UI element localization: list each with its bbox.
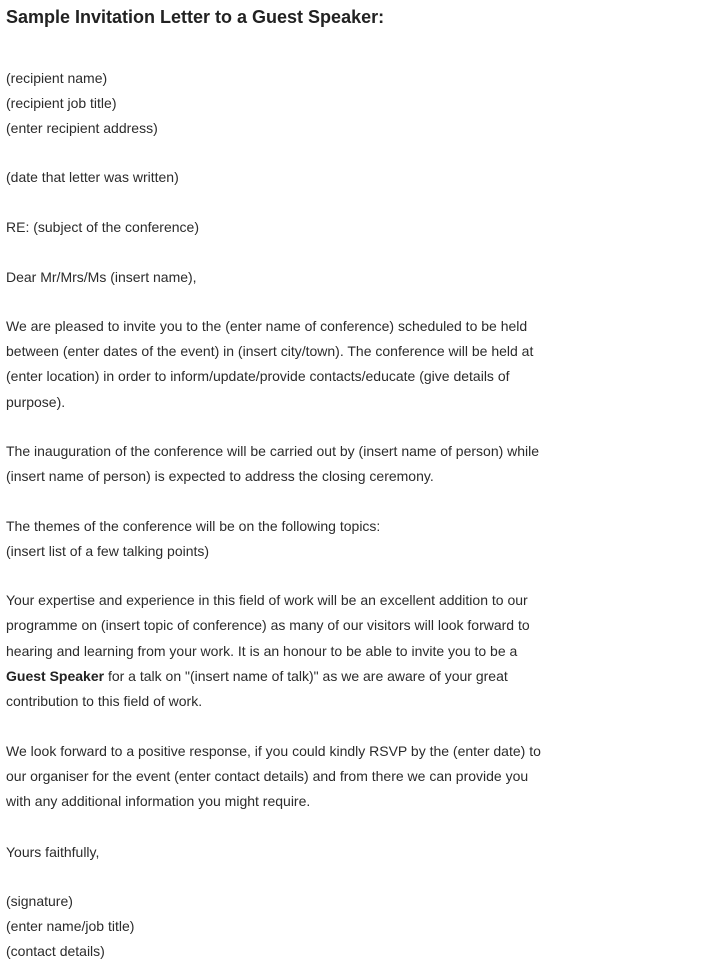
paragraph-line: (insert list of a few talking points) [6,542,210,559]
paragraph-line: We are pleased to invite you to the (enter name of conference) scheduled to be held [6,317,528,334]
name-title-placeholder: (enter name/job title) [6,918,135,935]
paragraph-line: between (enter dates of the event) in (insert city/town). The conference will be held at [6,343,534,360]
paragraph-line: contribution to this field of work. [6,693,203,710]
letter-closing: Yours faithfully, [6,843,100,860]
paragraph-line [6,664,712,689]
paragraph-line: The themes of the conference will be on the following topics: [6,517,381,534]
paragraph-line: Your expertise and experience in this field of work will be an excellent addition to our [6,592,528,609]
paragraph-themes [6,514,712,565]
paragraph-line: programme on (insert topic of conference) as many of our visitors will look forward to [6,617,530,634]
closing-block [6,840,712,865]
paragraph-line-rest: for a talk on "(insert name of talk)" as we are aware of your great [104,668,508,685]
paragraph-expertise [6,588,712,714]
date-block [6,165,712,190]
paragraph-line: purpose). [6,393,66,410]
recipient-block [6,66,712,140]
signoff-block [6,889,712,963]
paragraph-line: hearing and learning from your work. It is an honour to be able to invite you to be a [6,642,518,659]
paragraph-line: The inauguration of the conference will be carried out by (insert name of person) while [6,442,540,459]
recipient-address: (enter recipient address) [6,119,158,136]
paragraph-line: with any additional information you might require. [6,793,311,810]
paragraph-rsvp [6,739,712,815]
letter-subject: RE: (subject of the conference) [6,219,199,236]
recipient-name: (recipient name) [6,70,108,86]
guest-speaker-emphasis: Guest Speaker [6,668,105,685]
letter-salutation: Dear Mr/Mrs/Ms (insert name), [6,268,197,285]
letter-date: (date that letter was written) [6,169,179,186]
paragraph-invitation [6,314,712,415]
paragraph-line: (insert name of person) is expected to address the closing ceremony. [6,468,434,485]
salutation-block [6,265,712,290]
signature-placeholder: (signature) [6,893,73,910]
paragraph-line: (enter location) in order to inform/update/provide contacts/educate (give details of [6,368,510,385]
recipient-job-title: (recipient job title) [6,94,117,111]
paragraph-line: our organiser for the event (enter contact details) and from there we can provide you [6,767,529,784]
paragraph-inauguration [6,439,712,490]
paragraph-line: We look forward to a positive response, if you could kindly RSVP by the (enter date) to [6,742,541,759]
subject-block [6,215,712,240]
contact-details-placeholder: (contact details) [6,942,105,959]
page-title: Sample Invitation Letter to a Guest Speaker: [6,7,385,27]
